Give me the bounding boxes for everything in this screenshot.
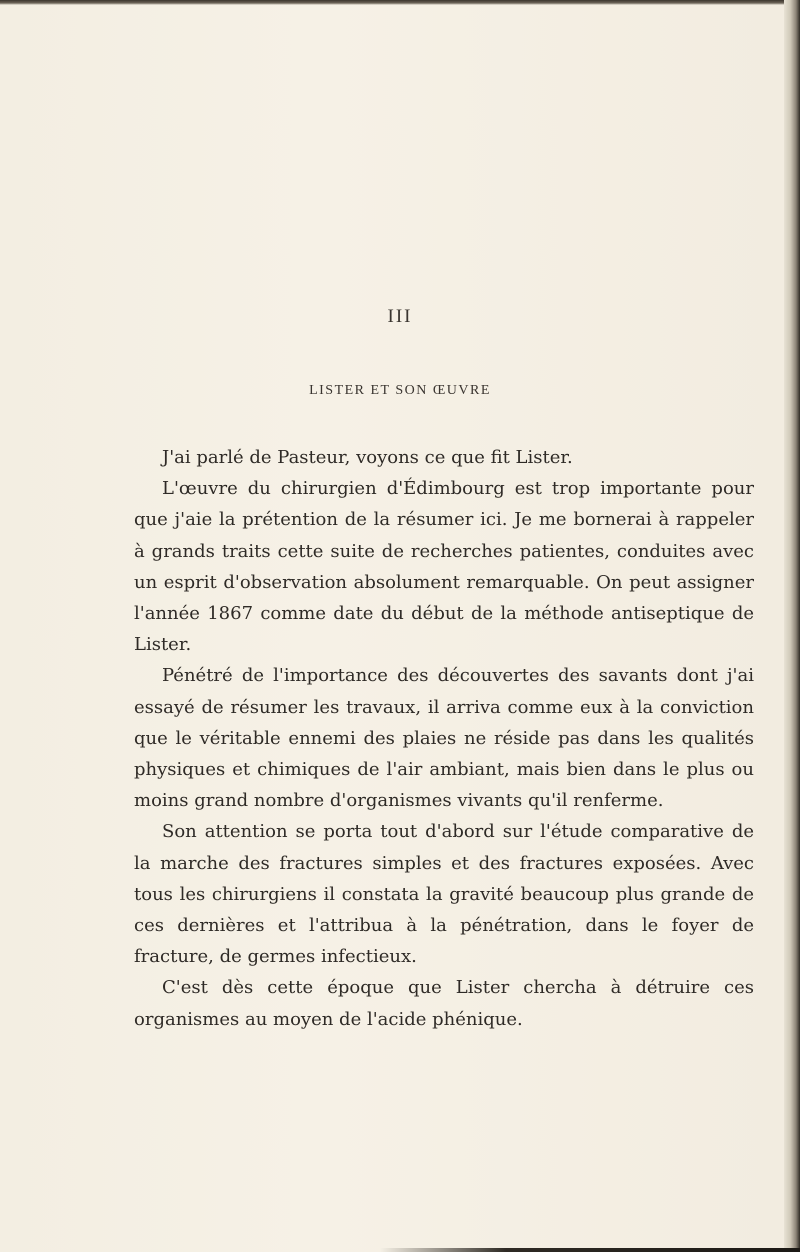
paragraph: Pénétré de l'importance des découvertes des savants dont j'ai essayé de résumer les travaux, il arriva comme eux à la conviction que le véritable ennemi des plaies ne réside pas dans les qualités physiques et chimiques de l'air ambiant, mais bien dans le plus ou moins grand nombre d'organismes vivants qu'il renferme. <box>134 665 754 812</box>
paragraph: C'est dès cette époque que Lister chercha à détruire ces organismes au moyen de l'acide phénique. <box>134 977 754 1030</box>
paragraph: J'ai parlé de Pasteur, voyons ce que fit Lister. <box>162 447 573 468</box>
chapter-number: III <box>387 306 413 327</box>
page-top-edge <box>0 0 800 5</box>
paragraph: L'œuvre du chirurgien d'Édimbourg est trop importante pour que j'aie la prétention de la résumer ici. Je me bornerai à rappeler à grands traits cette suite de recherches patientes, conduites avec un esprit d'observation absolument remarquable. On peut assigner l'année 1867 comme date du début de la méthode antiseptique de Lister. <box>134 478 754 656</box>
chapter-body <box>134 442 754 1035</box>
page-bottom-edge <box>380 1248 800 1252</box>
chapter-title: LISTER ET SON ŒUVRE <box>309 383 491 398</box>
page-binding-edge <box>784 0 800 1252</box>
paragraph: Son attention se porta tout d'abord sur l'étude comparative de la marche des fractures simples et des fractures exposées. Avec tous les chirurgiens il constata la gravité beaucoup plus grande de ces dernières et l'attribua à la pénétration, dans le foyer de fracture, de germes infectieux. <box>134 821 754 968</box>
